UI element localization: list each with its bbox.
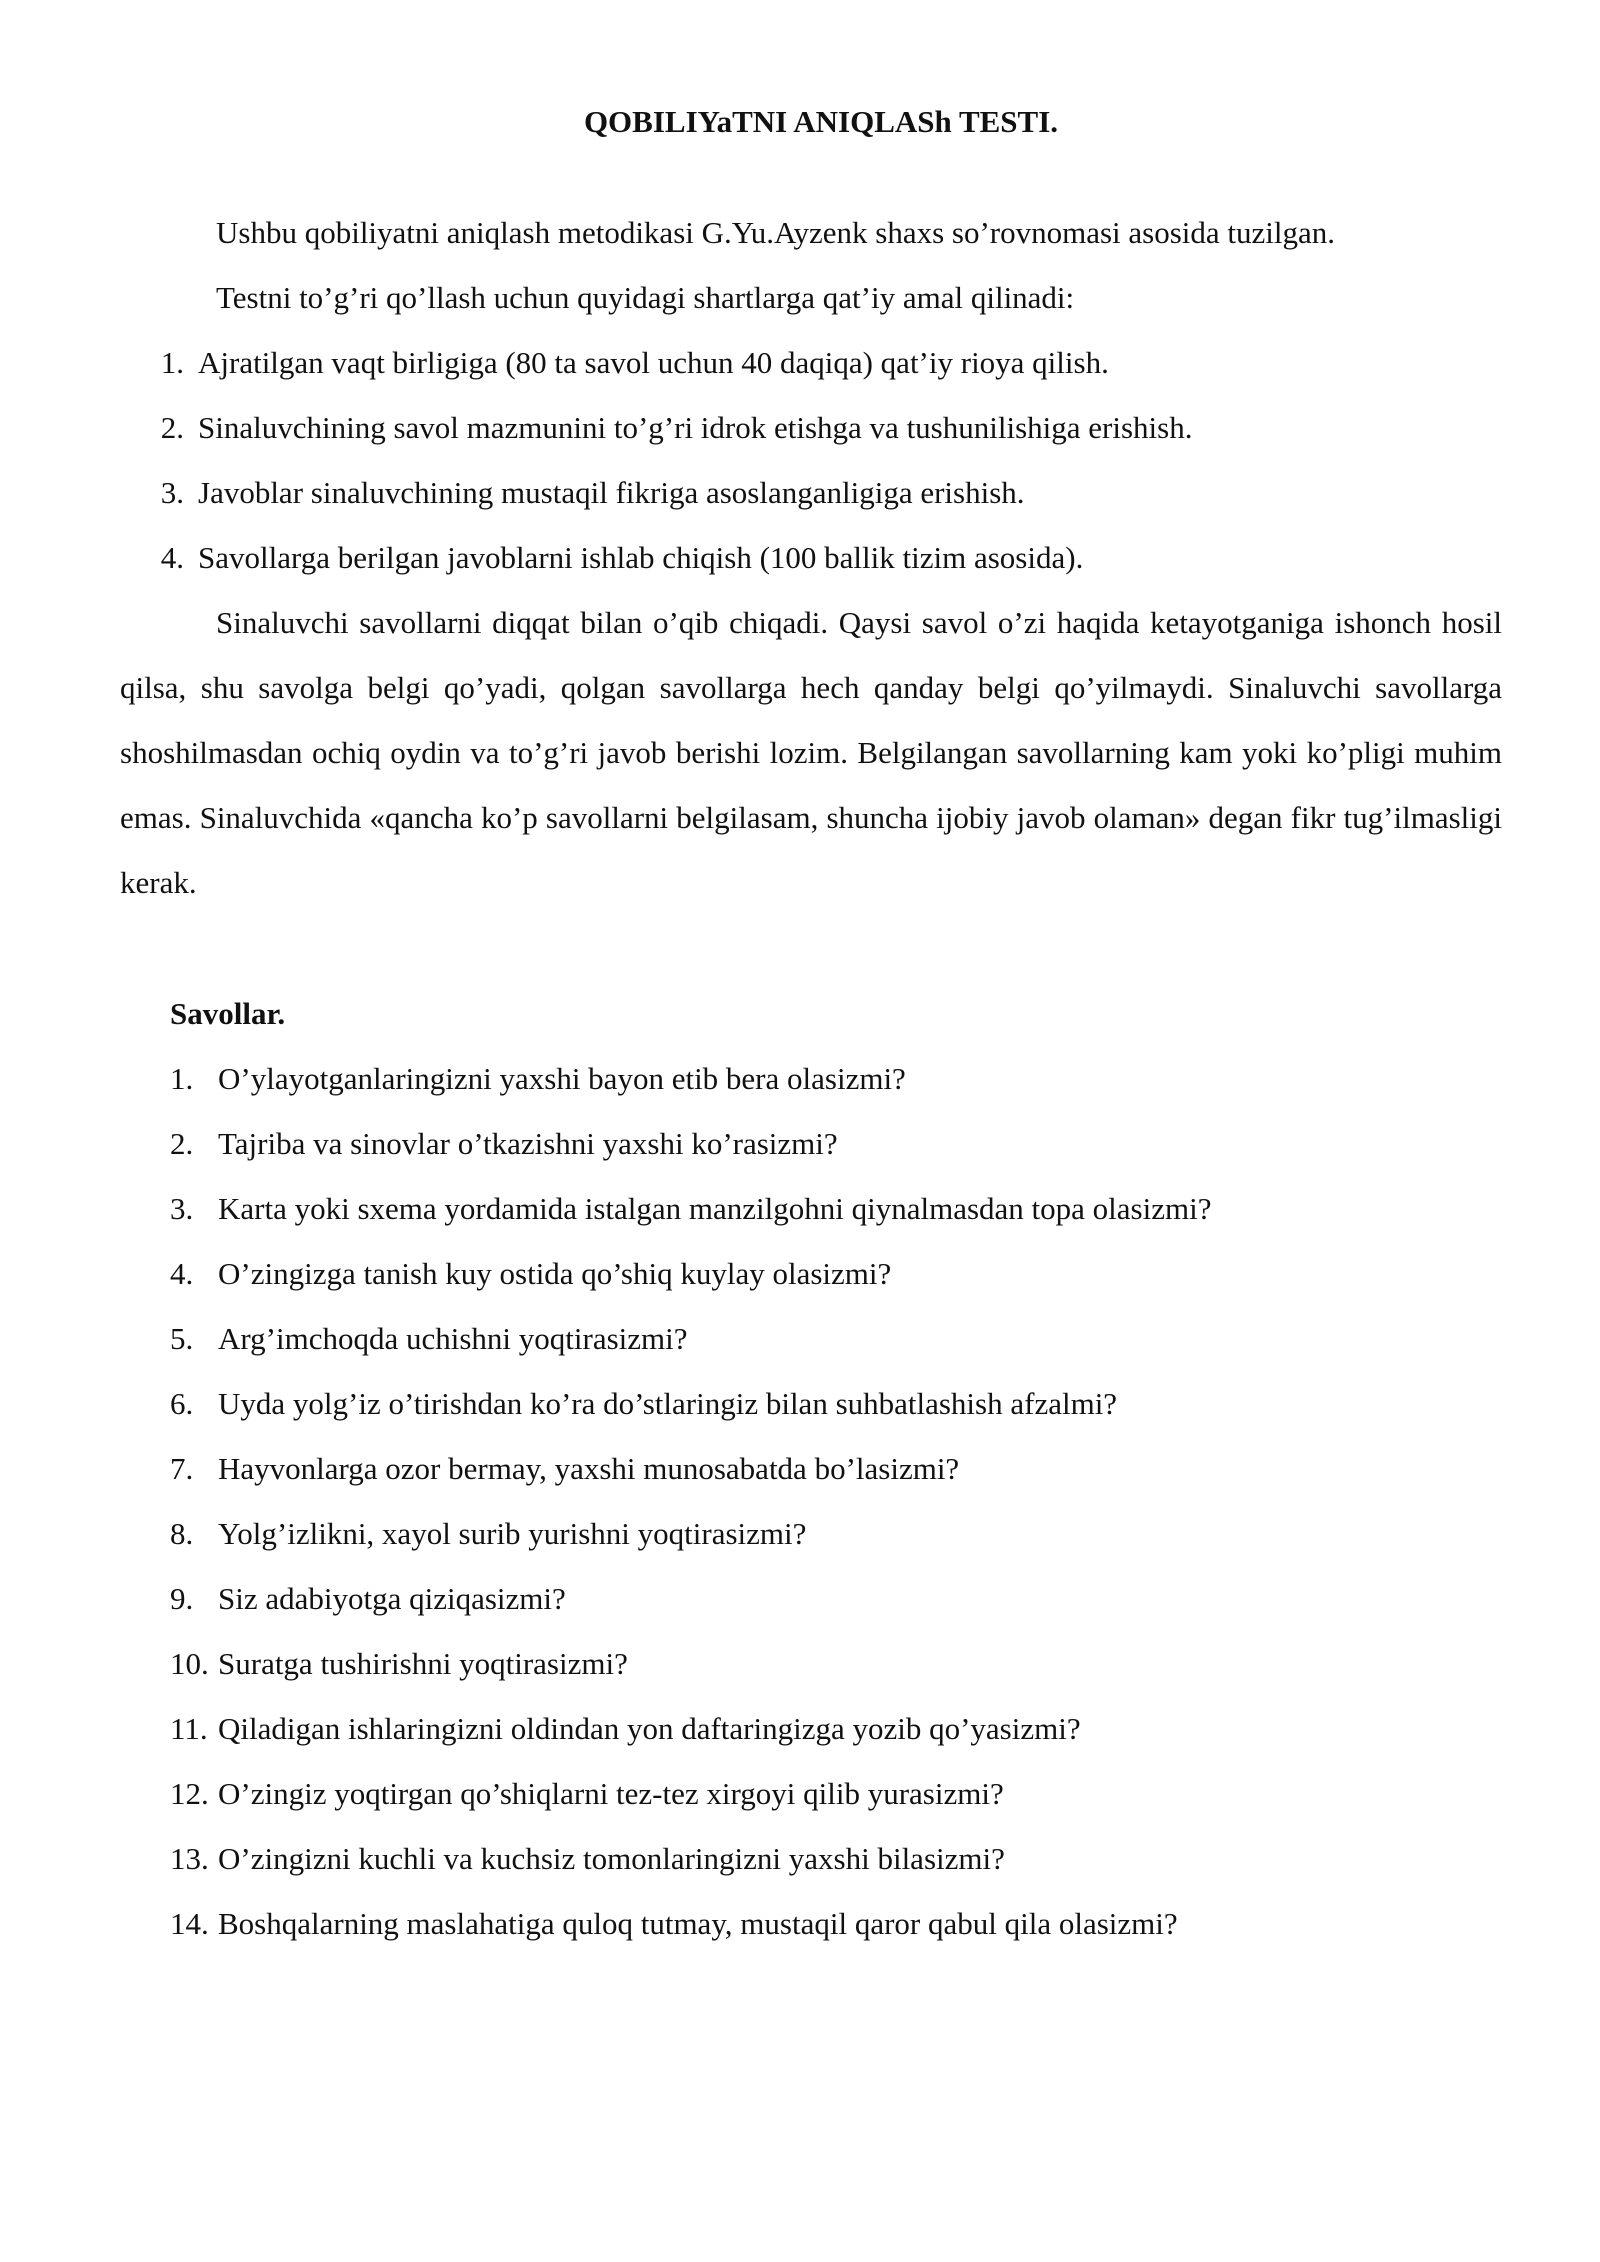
condition-number: 3. <box>160 475 184 510</box>
question-item <box>170 1046 1502 1111</box>
condition-text: Savollarga berilgan javoblarni ishlab chiqish (100 ballik tizim asosida). <box>198 540 1084 575</box>
question-text: O’zingizni kuchli va kuchsiz tomonlaringizni yaxshi bilasizmi? <box>218 1841 1005 1876</box>
question-number: 8. <box>170 1516 194 1551</box>
condition-item <box>120 330 1502 395</box>
question-number: 12. <box>170 1776 209 1811</box>
question-number: 11. <box>170 1711 208 1746</box>
question-item <box>170 1176 1502 1241</box>
condition-item <box>120 395 1502 460</box>
question-text: O’zingizga tanish kuy ostida qo’shiq kuylay olasizmi? <box>218 1256 892 1291</box>
questions-list <box>170 1046 1502 1956</box>
questions-heading: Savollar. <box>170 996 286 1031</box>
question-number: 5. <box>170 1321 194 1356</box>
question-item <box>170 1891 1502 1956</box>
condition-number: 2. <box>160 410 184 445</box>
question-number: 2. <box>170 1126 194 1161</box>
question-item <box>170 1826 1502 1891</box>
question-item <box>170 1111 1502 1176</box>
condition-number: 4. <box>160 540 184 575</box>
question-item <box>170 1761 1502 1826</box>
intro-paragraph: Ushbu qobiliyatni aniqlash metodikasi G.Yu.Ayzenk shaxs so’rovnomasi asosida tuzilgan. <box>216 215 1336 250</box>
question-text: Uyda yolg’iz o’tirishdan ko’ra do’stlaringiz bilan suhbatlashish afzalmi? <box>218 1386 1118 1421</box>
condition-text: Ajratilgan vaqt birligiga (80 ta savol uchun 40 daqiqa) qat’iy rioya qilish. <box>198 345 1109 380</box>
question-item <box>170 1696 1502 1761</box>
question-item <box>170 1241 1502 1306</box>
instructions-paragraph: Sinaluvchi savollarni diqqat bilan o’qib chiqadi. Qaysi savol o’zi haqida ketayotganiga ishonch hosil qilsa, shu savolga belgi qo’yadi, qolgan savollarga hech qanday belgi qo’yilmaydi. Sinaluvchi savollarga shoshilmasdan ochiq oydin va to’g’ri javob berishi lozim. Belgilangan savollarning kam yoki ko’pligi muhim emas. Sinaluvchida «qancha ko’p savollarni belgilasam, shuncha ijobiy javob olaman» degan fikr tug’ilmasligi kerak. <box>120 605 1502 900</box>
condition-text: Javoblar sinaluvchining mustaqil fikriga asoslanganligiga erishish. <box>198 475 1025 510</box>
question-number: 14. <box>170 1906 209 1941</box>
question-text: Hayvonlarga ozor bermay, yaxshi munosabatda bo’lasizmi? <box>218 1451 960 1486</box>
question-number: 9. <box>170 1581 194 1616</box>
question-text: O’ylayotganlaringizni yaxshi bayon etib bera olasizmi? <box>218 1061 906 1096</box>
question-text: Karta yoki sxema yordamida istalgan manzilgohni qiynalmasdan topa olasizmi? <box>218 1191 1212 1226</box>
question-number: 10. <box>170 1646 209 1681</box>
question-item <box>170 1436 1502 1501</box>
question-number: 6. <box>170 1386 194 1421</box>
condition-text: Sinaluvchining savol mazmunini to’g’ri idrok etishga va tushunilishiga erishish. <box>198 410 1193 445</box>
question-text: Yolg’izlikni, xayol surib yurishni yoqtirasizmi? <box>218 1516 807 1551</box>
question-number: 4. <box>170 1256 194 1291</box>
question-text: Boshqalarning maslahatiga quloq tutmay, mustaqil qaror qabul qila olasizmi? <box>218 1906 1178 1941</box>
conditions-list <box>120 330 1502 590</box>
question-text: Suratga tushirishni yoqtirasizmi? <box>218 1646 628 1681</box>
question-text: O’zingiz yoqtirgan qo’shiqlarni tez-tez xirgoyi qilib yurasizmi? <box>218 1776 1004 1811</box>
question-item <box>170 1566 1502 1631</box>
document-page <box>120 100 1502 1956</box>
condition-item <box>120 525 1502 590</box>
section-spacer <box>120 915 1502 981</box>
question-item <box>170 1371 1502 1436</box>
question-text: Siz adabiyotga qiziqasizmi? <box>218 1581 566 1616</box>
question-number: 3. <box>170 1191 194 1226</box>
question-number: 7. <box>170 1451 194 1486</box>
question-text: Arg’imchoqda uchishni yoqtirasizmi? <box>218 1321 688 1356</box>
question-text: Qiladigan ishlaringizni oldindan yon daftaringizga yozib qo’yasizmi? <box>218 1711 1081 1746</box>
question-item <box>170 1631 1502 1696</box>
document-title: QOBILIYaTNI ANIQLASh TESTI. <box>583 104 1059 139</box>
condition-item <box>120 460 1502 525</box>
question-text: Tajriba va sinovlar o’tkazishni yaxshi ko’rasizmi? <box>218 1126 838 1161</box>
question-number: 1. <box>170 1061 194 1096</box>
question-item <box>170 1306 1502 1371</box>
question-number: 13. <box>170 1841 209 1876</box>
question-item <box>170 1501 1502 1566</box>
conditions-intro: Testni to’g’ri qo’llash uchun quyidagi shartlarga qat’iy amal qilinadi: <box>216 280 1075 315</box>
condition-number: 1. <box>160 345 184 380</box>
